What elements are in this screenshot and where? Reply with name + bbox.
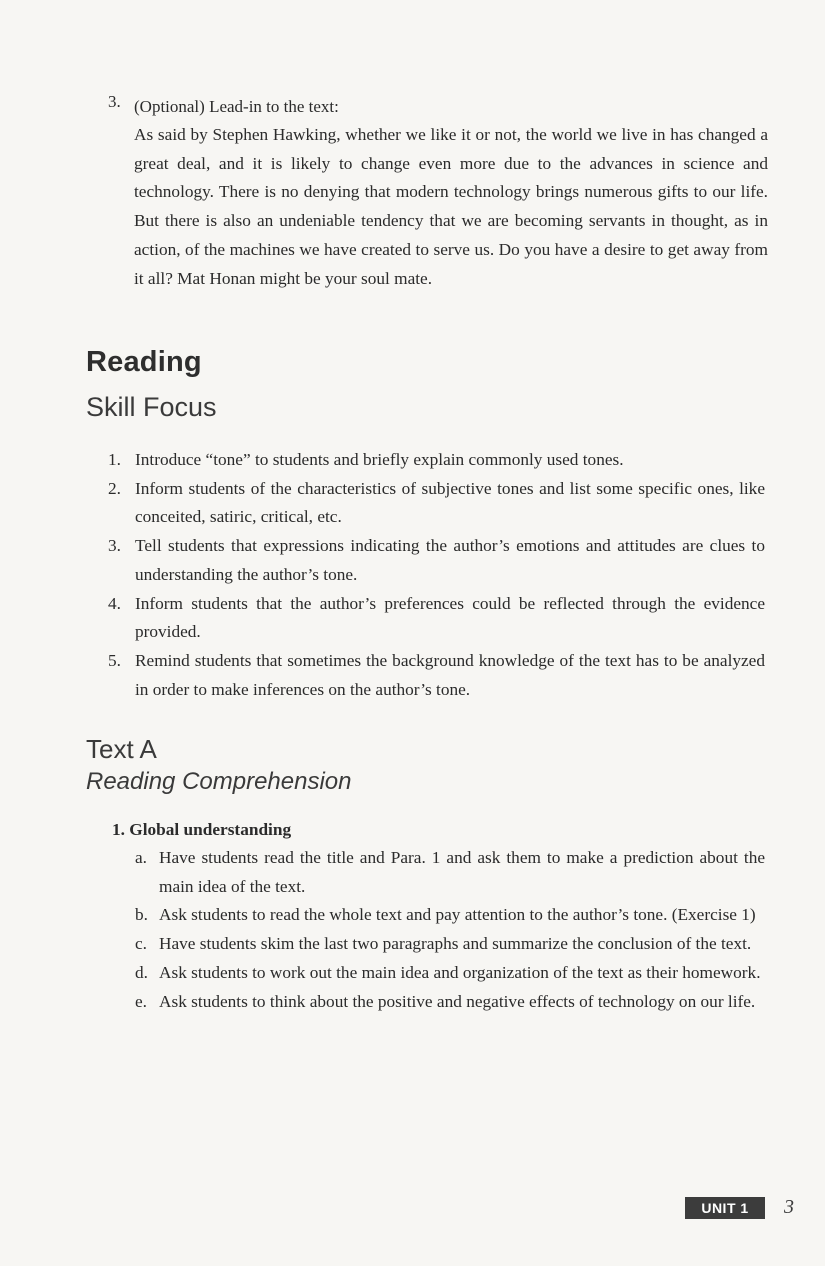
- item-text: Ask students to read the whole text and pay attention to the author’s tone. (Exercise 1): [159, 905, 756, 925]
- lead-in-number: 3.: [108, 92, 121, 111]
- text-a-heading: Text A: [86, 734, 157, 764]
- lead-in-section: [108, 92, 768, 293]
- page-number: 3: [784, 1196, 794, 1218]
- item-number: 3.: [108, 536, 121, 556]
- item-letter: e.: [135, 991, 147, 1011]
- item-number: 5.: [108, 650, 121, 670]
- item-number: 2.: [108, 478, 121, 498]
- global-understanding-heading: 1. Global understanding: [112, 820, 292, 839]
- skill-focus-item: [108, 647, 765, 704]
- skill-focus-list: [108, 446, 765, 704]
- skill-focus-item: [108, 446, 765, 475]
- global-item: [112, 930, 765, 959]
- reading-heading: Reading: [86, 346, 202, 378]
- item-text: Ask students to think about the positive and negative effects of technology on our life.: [159, 991, 756, 1011]
- global-item: [112, 901, 765, 930]
- item-letter: c.: [135, 934, 147, 954]
- item-number: 4.: [108, 593, 121, 613]
- item-text: Inform students that the author’s preferences could be reflected through the evidence provided.: [135, 593, 765, 642]
- item-number: 1.: [108, 450, 121, 469]
- reading-comprehension-heading: Reading Comprehension: [86, 768, 352, 795]
- lead-in-paragraph: As said by Stephen Hawking, whether we like it or not, the world we live in has changed a great deal, and it is likely to change even more due to the advances in science and technology. There is no denying that modern technology brings numerous gifts to our life. But there is also an undeniable tendency that we are becoming servants in thought, as in action, of the machines we have created to serve us. Do you have a desire to get away from it all? Mat Honan might be your soul mate.: [134, 125, 768, 288]
- item-letter: d.: [135, 962, 148, 982]
- item-text: Have students skim the last two paragraphs and summarize the conclusion of the text.: [159, 934, 752, 954]
- skill-focus-item: [108, 475, 765, 532]
- item-letter: a.: [135, 848, 147, 867]
- unit-badge: UNIT 1: [685, 1197, 765, 1219]
- skill-focus-item: [108, 532, 765, 589]
- skill-focus-heading: Skill Focus: [86, 392, 217, 422]
- item-text: Tell students that expressions indicating the author’s emotions and attitudes are clues to understanding the author’s tone.: [135, 536, 765, 584]
- item-text: Inform students of the characteristics of subjective tones and list some specific ones, like conceited, satiric, critical, etc.: [135, 478, 765, 527]
- item-text: Have students read the title and Para. 1 and ask them to make a prediction about the main idea of the text.: [159, 848, 765, 896]
- item-letter: b.: [135, 905, 148, 925]
- global-understanding-list: [112, 844, 765, 1016]
- item-text: Remind students that sometimes the background knowledge of the text has to be analyzed in order to make inferences on the author’s tone.: [135, 650, 765, 699]
- global-understanding-section: [112, 816, 765, 1016]
- skill-focus-item: [108, 590, 765, 647]
- item-text: Introduce “tone” to students and briefly explain commonly used tones.: [135, 450, 624, 469]
- global-item: [112, 988, 765, 1017]
- global-item: [112, 844, 765, 901]
- global-item: [112, 959, 765, 988]
- lead-in-heading: (Optional) Lead-in to the text:: [134, 97, 339, 116]
- item-text: Ask students to work out the main idea and organization of the text as their homework.: [159, 962, 761, 982]
